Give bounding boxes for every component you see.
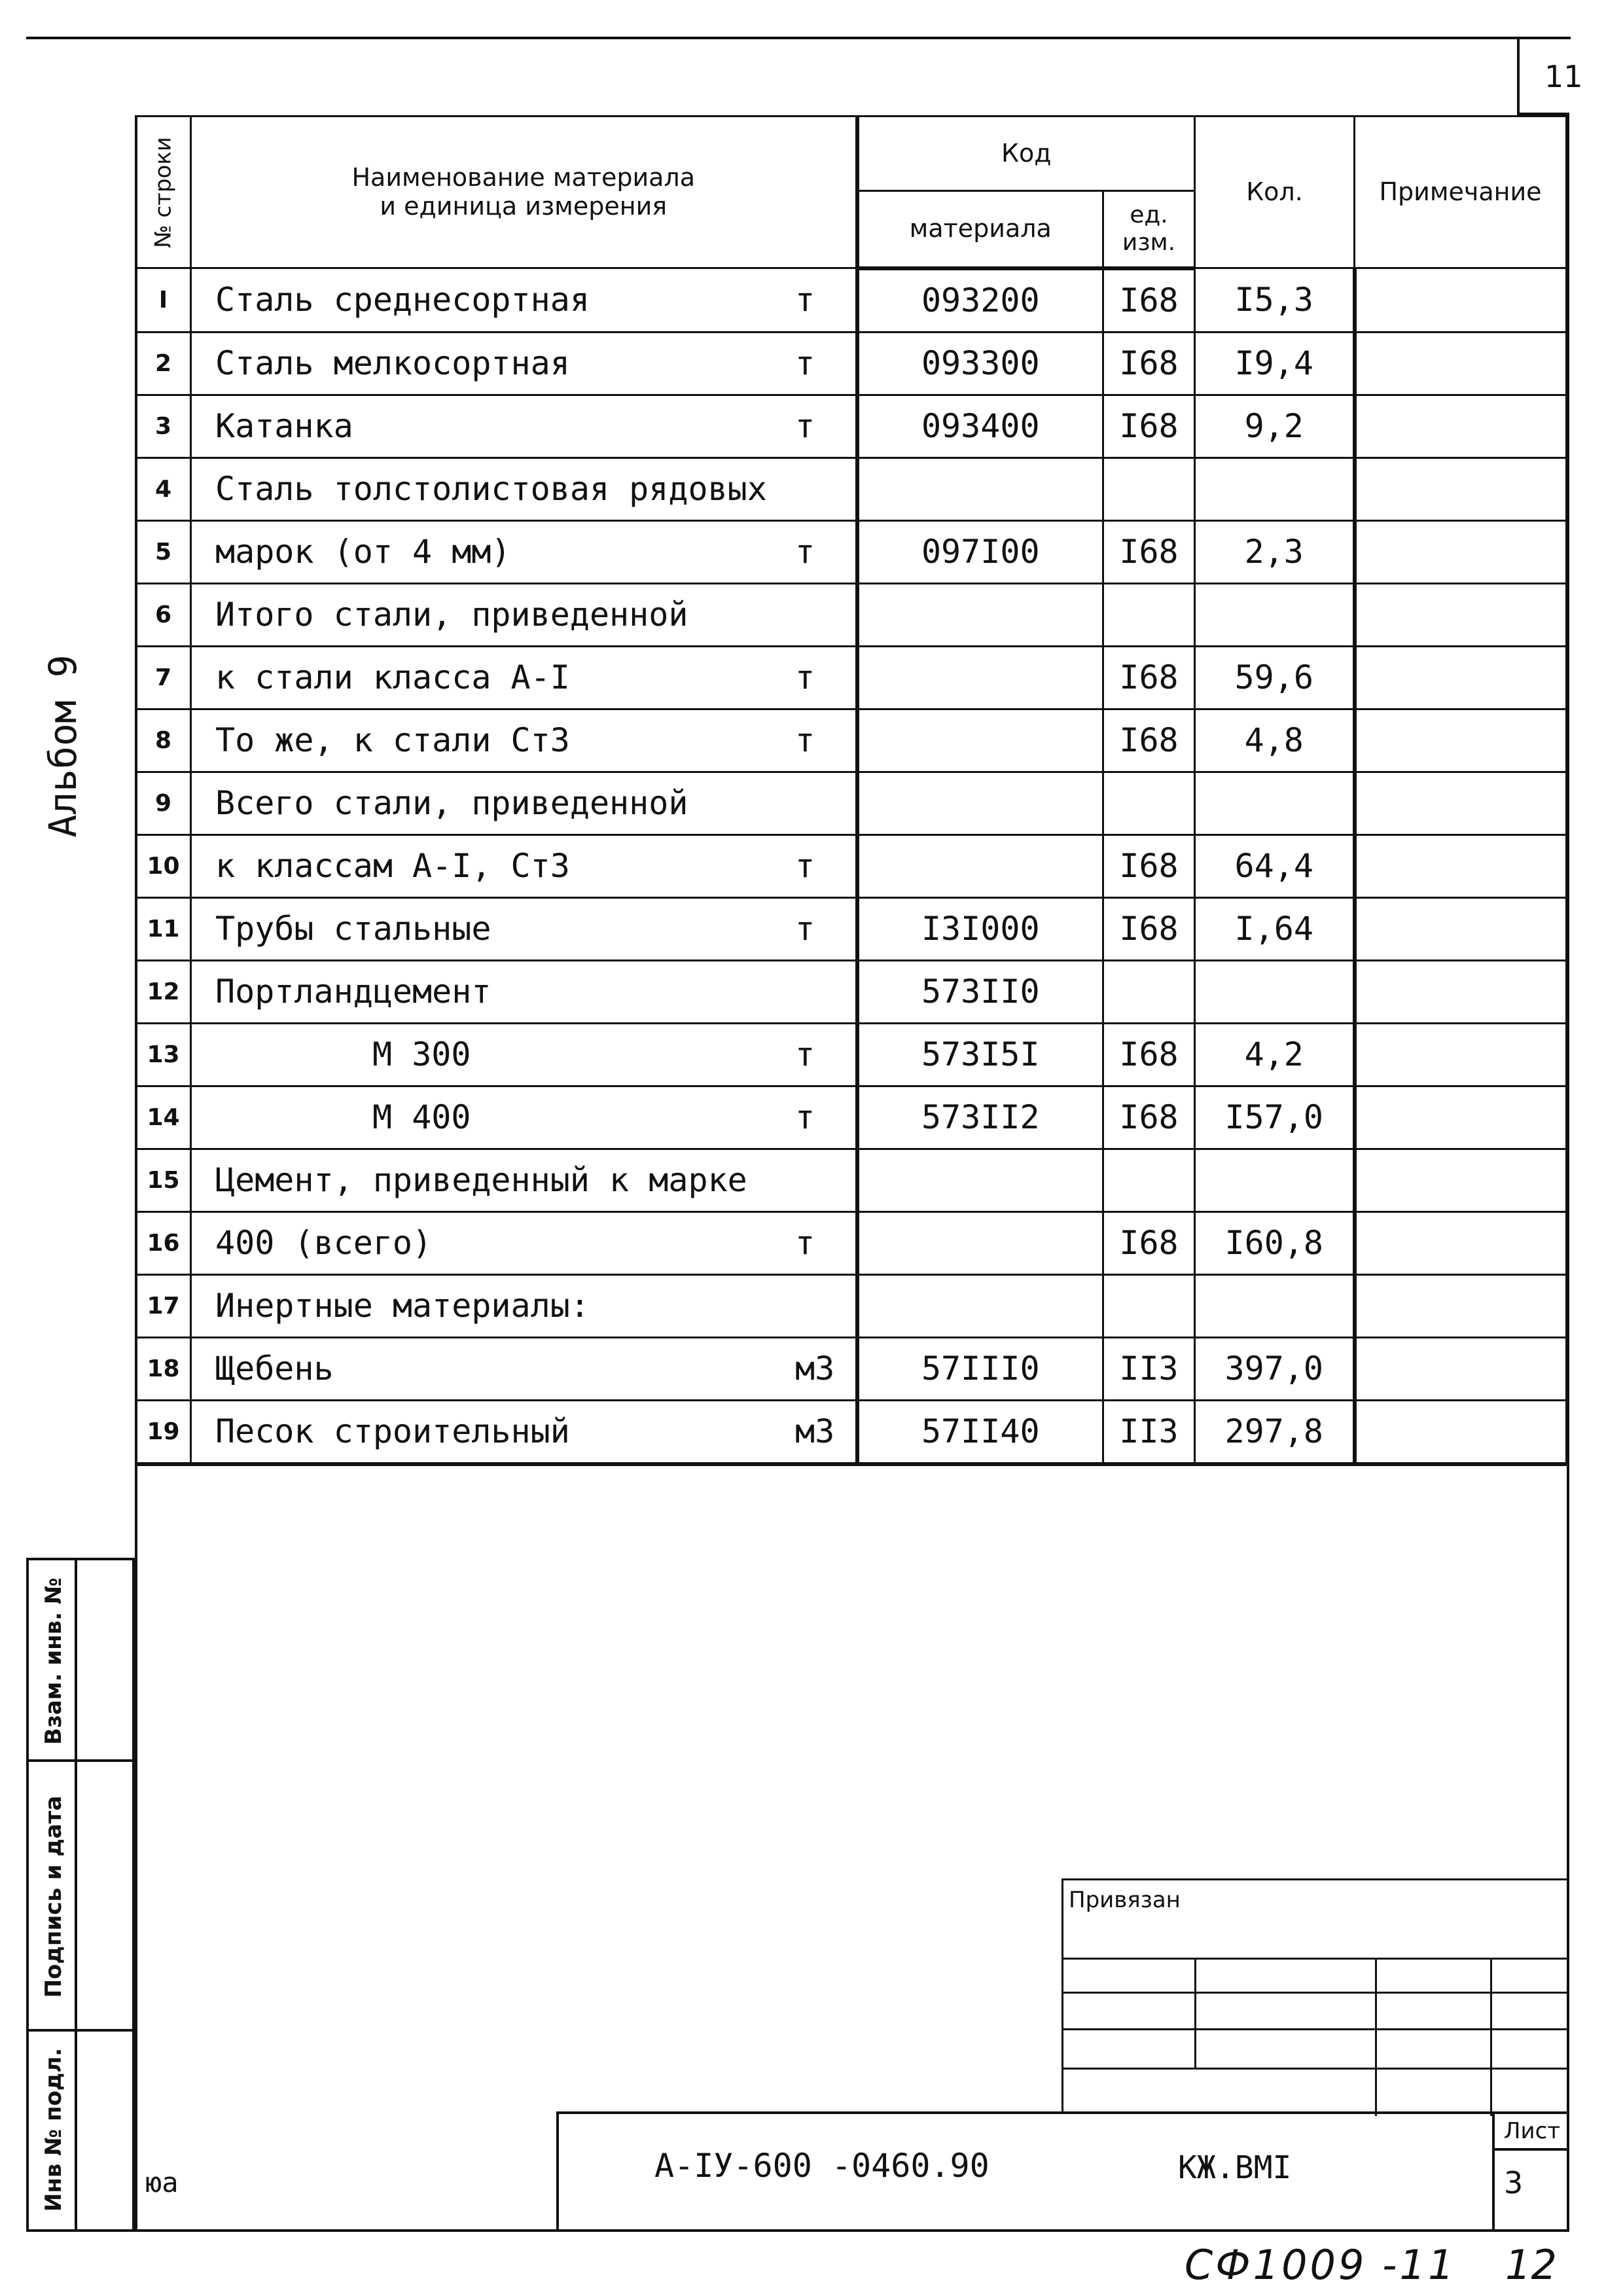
row-number-cell: 5 xyxy=(136,520,191,583)
note-cell xyxy=(1355,1337,1567,1400)
quantity-cell: 2,3 xyxy=(1195,520,1355,583)
material-name: Песок строительный xyxy=(215,1412,570,1450)
material-name: Цемент, приведенный к марке xyxy=(215,1161,747,1199)
material-name-cell xyxy=(191,1274,857,1337)
row-number-cell: 10 xyxy=(136,834,191,897)
unit-code-cell xyxy=(1103,457,1195,520)
unit-of-measure: т xyxy=(795,1224,815,1262)
material-name-cell xyxy=(191,268,857,332)
table-row xyxy=(136,395,1567,457)
material-code-cell: 093400 xyxy=(857,395,1103,457)
sheet-number: 3 xyxy=(1504,2165,1524,2200)
quantity-cell: 4,8 xyxy=(1195,709,1355,772)
unit-code-cell xyxy=(1103,772,1195,834)
unit-of-measure: м3 xyxy=(795,1412,835,1450)
quantity-cell xyxy=(1195,457,1355,520)
material-name: Сталь толстолистовая рядовых xyxy=(215,470,767,508)
material-name-cell xyxy=(191,1149,857,1211)
unit-code-cell: I68 xyxy=(1103,1086,1195,1149)
material-name-cell xyxy=(191,1086,857,1149)
material-name: марок (от 4 мм) xyxy=(215,533,511,571)
table-row xyxy=(136,457,1567,520)
row-number-cell: 8 xyxy=(136,709,191,772)
header-row-number xyxy=(136,117,191,268)
material-name-cell xyxy=(191,332,857,395)
bound-line-4 xyxy=(1063,2068,1569,2070)
archive-code: СФ1009 -11 xyxy=(1185,2241,1457,2289)
material-name-cell xyxy=(191,520,857,583)
material-name: М 300 xyxy=(372,1035,471,1073)
initials: юа xyxy=(145,2166,179,2198)
header-code-material: материала xyxy=(857,191,1103,268)
page-number: 11 xyxy=(1544,59,1583,94)
bound-line-2 xyxy=(1063,1992,1569,1994)
unit-code-cell: I68 xyxy=(1103,268,1195,332)
table-row xyxy=(136,268,1567,332)
material-code-cell xyxy=(857,583,1103,646)
material-name-cell xyxy=(191,772,857,834)
unit-of-measure: т xyxy=(795,1035,815,1073)
table-row xyxy=(136,772,1567,834)
row-number-cell: 14 xyxy=(136,1086,191,1149)
material-name-cell xyxy=(191,834,857,897)
material-code-cell: 57III0 xyxy=(857,1337,1103,1400)
note-cell xyxy=(1355,1023,1567,1086)
note-cell xyxy=(1355,1086,1567,1149)
header-code-unit: ед. изм. xyxy=(1103,191,1195,268)
quantity-cell xyxy=(1195,960,1355,1023)
unit-of-measure: т xyxy=(795,407,815,445)
material-name-cell xyxy=(191,1211,857,1274)
note-cell xyxy=(1355,960,1567,1023)
archive-sheet-number: 12 xyxy=(1505,2241,1557,2289)
row-number-cell: 12 xyxy=(136,960,191,1023)
material-code-cell xyxy=(857,1274,1103,1337)
top-frame-line xyxy=(26,37,1571,39)
table-row xyxy=(136,1274,1567,1337)
unit-code-cell: I68 xyxy=(1103,1211,1195,1274)
unit-code-cell: I68 xyxy=(1103,646,1195,709)
quantity-cell: I57,0 xyxy=(1195,1086,1355,1149)
document-mark: КЖ.ВМI xyxy=(1178,2149,1292,2186)
unit-code-cell: II3 xyxy=(1103,1400,1195,1464)
material-code-cell xyxy=(857,457,1103,520)
bound-label: Привязан xyxy=(1069,1887,1181,1913)
unit-code-cell: I68 xyxy=(1103,520,1195,583)
material-spec-table xyxy=(135,115,1567,1466)
material-code-cell: 573I5I xyxy=(857,1023,1103,1086)
note-cell xyxy=(1355,583,1567,646)
material-name-cell xyxy=(191,897,857,960)
material-name: Сталь мелкосортная xyxy=(215,344,570,382)
header-material-name: Наименование материала и единица измерения xyxy=(191,117,857,268)
album-label: Альбом 9 xyxy=(41,655,85,838)
row-number-cell: 4 xyxy=(136,457,191,520)
unit-of-measure: м3 xyxy=(795,1350,835,1388)
row-number-cell: 3 xyxy=(136,395,191,457)
side-label-inv: Инв № подл. xyxy=(41,2047,67,2212)
row-number-cell: 6 xyxy=(136,583,191,646)
note-cell xyxy=(1355,268,1567,332)
table-row xyxy=(136,1400,1567,1464)
bound-block xyxy=(1061,1878,1569,2114)
table-row xyxy=(136,709,1567,772)
header-code-group: Код xyxy=(857,117,1195,191)
table-row xyxy=(136,332,1567,395)
header-row-number-label: № строки xyxy=(149,136,176,248)
material-name-cell xyxy=(191,395,857,457)
quantity-cell xyxy=(1195,1274,1355,1337)
unit-code-cell xyxy=(1103,1274,1195,1337)
bound-line-3 xyxy=(1063,2028,1569,2030)
quantity-cell: 297,8 xyxy=(1195,1400,1355,1464)
table-row xyxy=(136,1149,1567,1211)
material-name-cell xyxy=(191,1337,857,1400)
row-number-cell: 15 xyxy=(136,1149,191,1211)
note-cell xyxy=(1355,834,1567,897)
table-row xyxy=(136,1086,1567,1149)
material-name-cell xyxy=(191,1023,857,1086)
row-number-cell: 16 xyxy=(136,1211,191,1274)
table-row xyxy=(136,646,1567,709)
quantity-cell: I5,3 xyxy=(1195,268,1355,332)
unit-of-measure: т xyxy=(795,658,815,696)
header-note: Примечание xyxy=(1355,117,1567,268)
side-label-vzam: Взам. инв. № xyxy=(41,1577,67,1745)
material-name: Инертные материалы: xyxy=(215,1287,590,1325)
unit-code-cell: I68 xyxy=(1103,1023,1195,1086)
unit-code-cell xyxy=(1103,583,1195,646)
row-number-cell: 13 xyxy=(136,1023,191,1086)
unit-code-cell xyxy=(1103,1149,1195,1211)
material-name-cell xyxy=(191,457,857,520)
row-number-cell: 19 xyxy=(136,1400,191,1464)
table-row xyxy=(136,834,1567,897)
material-name-cell xyxy=(191,709,857,772)
material-code-cell xyxy=(857,834,1103,897)
material-name: М 400 xyxy=(372,1098,471,1136)
table-row xyxy=(136,1211,1567,1274)
note-cell xyxy=(1355,1400,1567,1464)
unit-code-cell: I68 xyxy=(1103,897,1195,960)
material-code-cell: 573II0 xyxy=(857,960,1103,1023)
table-row xyxy=(136,520,1567,583)
note-cell xyxy=(1355,520,1567,583)
bound-vline-2 xyxy=(1375,1958,1377,2116)
material-name: Щебень xyxy=(215,1350,334,1388)
unit-code-cell: I68 xyxy=(1103,834,1195,897)
quantity-cell: I,64 xyxy=(1195,897,1355,960)
quantity-cell xyxy=(1195,772,1355,834)
table-row xyxy=(136,897,1567,960)
bound-line-1 xyxy=(1063,1958,1569,1960)
material-code-cell: 093300 xyxy=(857,332,1103,395)
bound-vline-1 xyxy=(1194,1958,1196,2069)
row-number-cell: I xyxy=(136,268,191,332)
material-name: Катанка xyxy=(215,407,353,445)
table-row xyxy=(136,583,1567,646)
side-stamp xyxy=(26,1558,135,2232)
note-cell xyxy=(1355,1149,1567,1211)
table-row xyxy=(136,1337,1567,1400)
row-number-cell: 9 xyxy=(136,772,191,834)
material-name-cell xyxy=(191,1400,857,1464)
note-cell xyxy=(1355,332,1567,395)
quantity-cell: 64,4 xyxy=(1195,834,1355,897)
table-row xyxy=(136,960,1567,1023)
material-name-cell xyxy=(191,960,857,1023)
material-code-cell xyxy=(857,709,1103,772)
material-name-cell xyxy=(191,583,857,646)
unit-of-measure: т xyxy=(795,910,815,948)
table-row xyxy=(136,1023,1567,1086)
note-cell xyxy=(1355,772,1567,834)
unit-of-measure: т xyxy=(795,533,815,571)
material-name: Трубы стальные xyxy=(215,910,491,948)
material-name: Всего стали, приведенной xyxy=(215,784,688,822)
material-name-cell xyxy=(191,646,857,709)
note-cell xyxy=(1355,1211,1567,1274)
sheet-label: Лист xyxy=(1495,2111,1569,2151)
quantity-cell: I9,4 xyxy=(1195,332,1355,395)
material-code-cell: 093200 xyxy=(857,268,1103,332)
row-number-cell: 17 xyxy=(136,1274,191,1337)
sheet-box xyxy=(1492,2111,1569,2231)
quantity-cell: 397,0 xyxy=(1195,1337,1355,1400)
side-label-podpis: Подпись и дата xyxy=(41,1795,67,1998)
quantity-cell xyxy=(1195,583,1355,646)
bound-vline-3 xyxy=(1490,1958,1492,2116)
material-code-cell: 57II40 xyxy=(857,1400,1103,1464)
row-number-cell: 2 xyxy=(136,332,191,395)
material-code-cell: 573II2 xyxy=(857,1086,1103,1149)
unit-code-cell: I68 xyxy=(1103,709,1195,772)
document-code: А-IУ-600 -0460.90 xyxy=(654,2147,990,2185)
row-number-cell: 18 xyxy=(136,1337,191,1400)
row-number-cell: 7 xyxy=(136,646,191,709)
unit-of-measure: т xyxy=(795,281,815,319)
material-name: 400 (всего) xyxy=(215,1224,433,1262)
quantity-cell: 9,2 xyxy=(1195,395,1355,457)
note-cell xyxy=(1355,1274,1567,1337)
note-cell xyxy=(1355,395,1567,457)
unit-code-cell xyxy=(1103,960,1195,1023)
quantity-cell: 4,2 xyxy=(1195,1023,1355,1086)
material-name: к классам А-I, Ст3 xyxy=(215,847,570,885)
note-cell xyxy=(1355,457,1567,520)
unit-code-cell: II3 xyxy=(1103,1337,1195,1400)
note-cell xyxy=(1355,897,1567,960)
unit-of-measure: т xyxy=(795,847,815,885)
material-code-cell xyxy=(857,1149,1103,1211)
note-cell xyxy=(1355,646,1567,709)
row-number-cell: 11 xyxy=(136,897,191,960)
material-name: То же, к стали Ст3 xyxy=(215,721,570,759)
unit-code-cell: I68 xyxy=(1103,395,1195,457)
unit-of-measure: т xyxy=(795,344,815,382)
material-name: к стали класса А-I xyxy=(215,658,570,696)
quantity-cell: 59,6 xyxy=(1195,646,1355,709)
material-code-cell: 097I00 xyxy=(857,520,1103,583)
unit-of-measure: т xyxy=(795,721,815,759)
header-quantity: Кол. xyxy=(1195,117,1355,268)
unit-code-cell: I68 xyxy=(1103,332,1195,395)
material-code-cell xyxy=(857,646,1103,709)
material-code-cell xyxy=(857,772,1103,834)
material-code-cell: I3I000 xyxy=(857,897,1103,960)
material-code-cell xyxy=(857,1211,1103,1274)
note-cell xyxy=(1355,709,1567,772)
material-name: Сталь среднесортная xyxy=(215,281,590,319)
quantity-cell xyxy=(1195,1149,1355,1211)
bottom-frame-line xyxy=(26,2229,1569,2232)
material-name: Итого стали, приведенной xyxy=(215,596,688,634)
material-name: Портландцемент xyxy=(215,973,491,1011)
unit-of-measure: т xyxy=(795,1098,815,1136)
quantity-cell: I60,8 xyxy=(1195,1211,1355,1274)
